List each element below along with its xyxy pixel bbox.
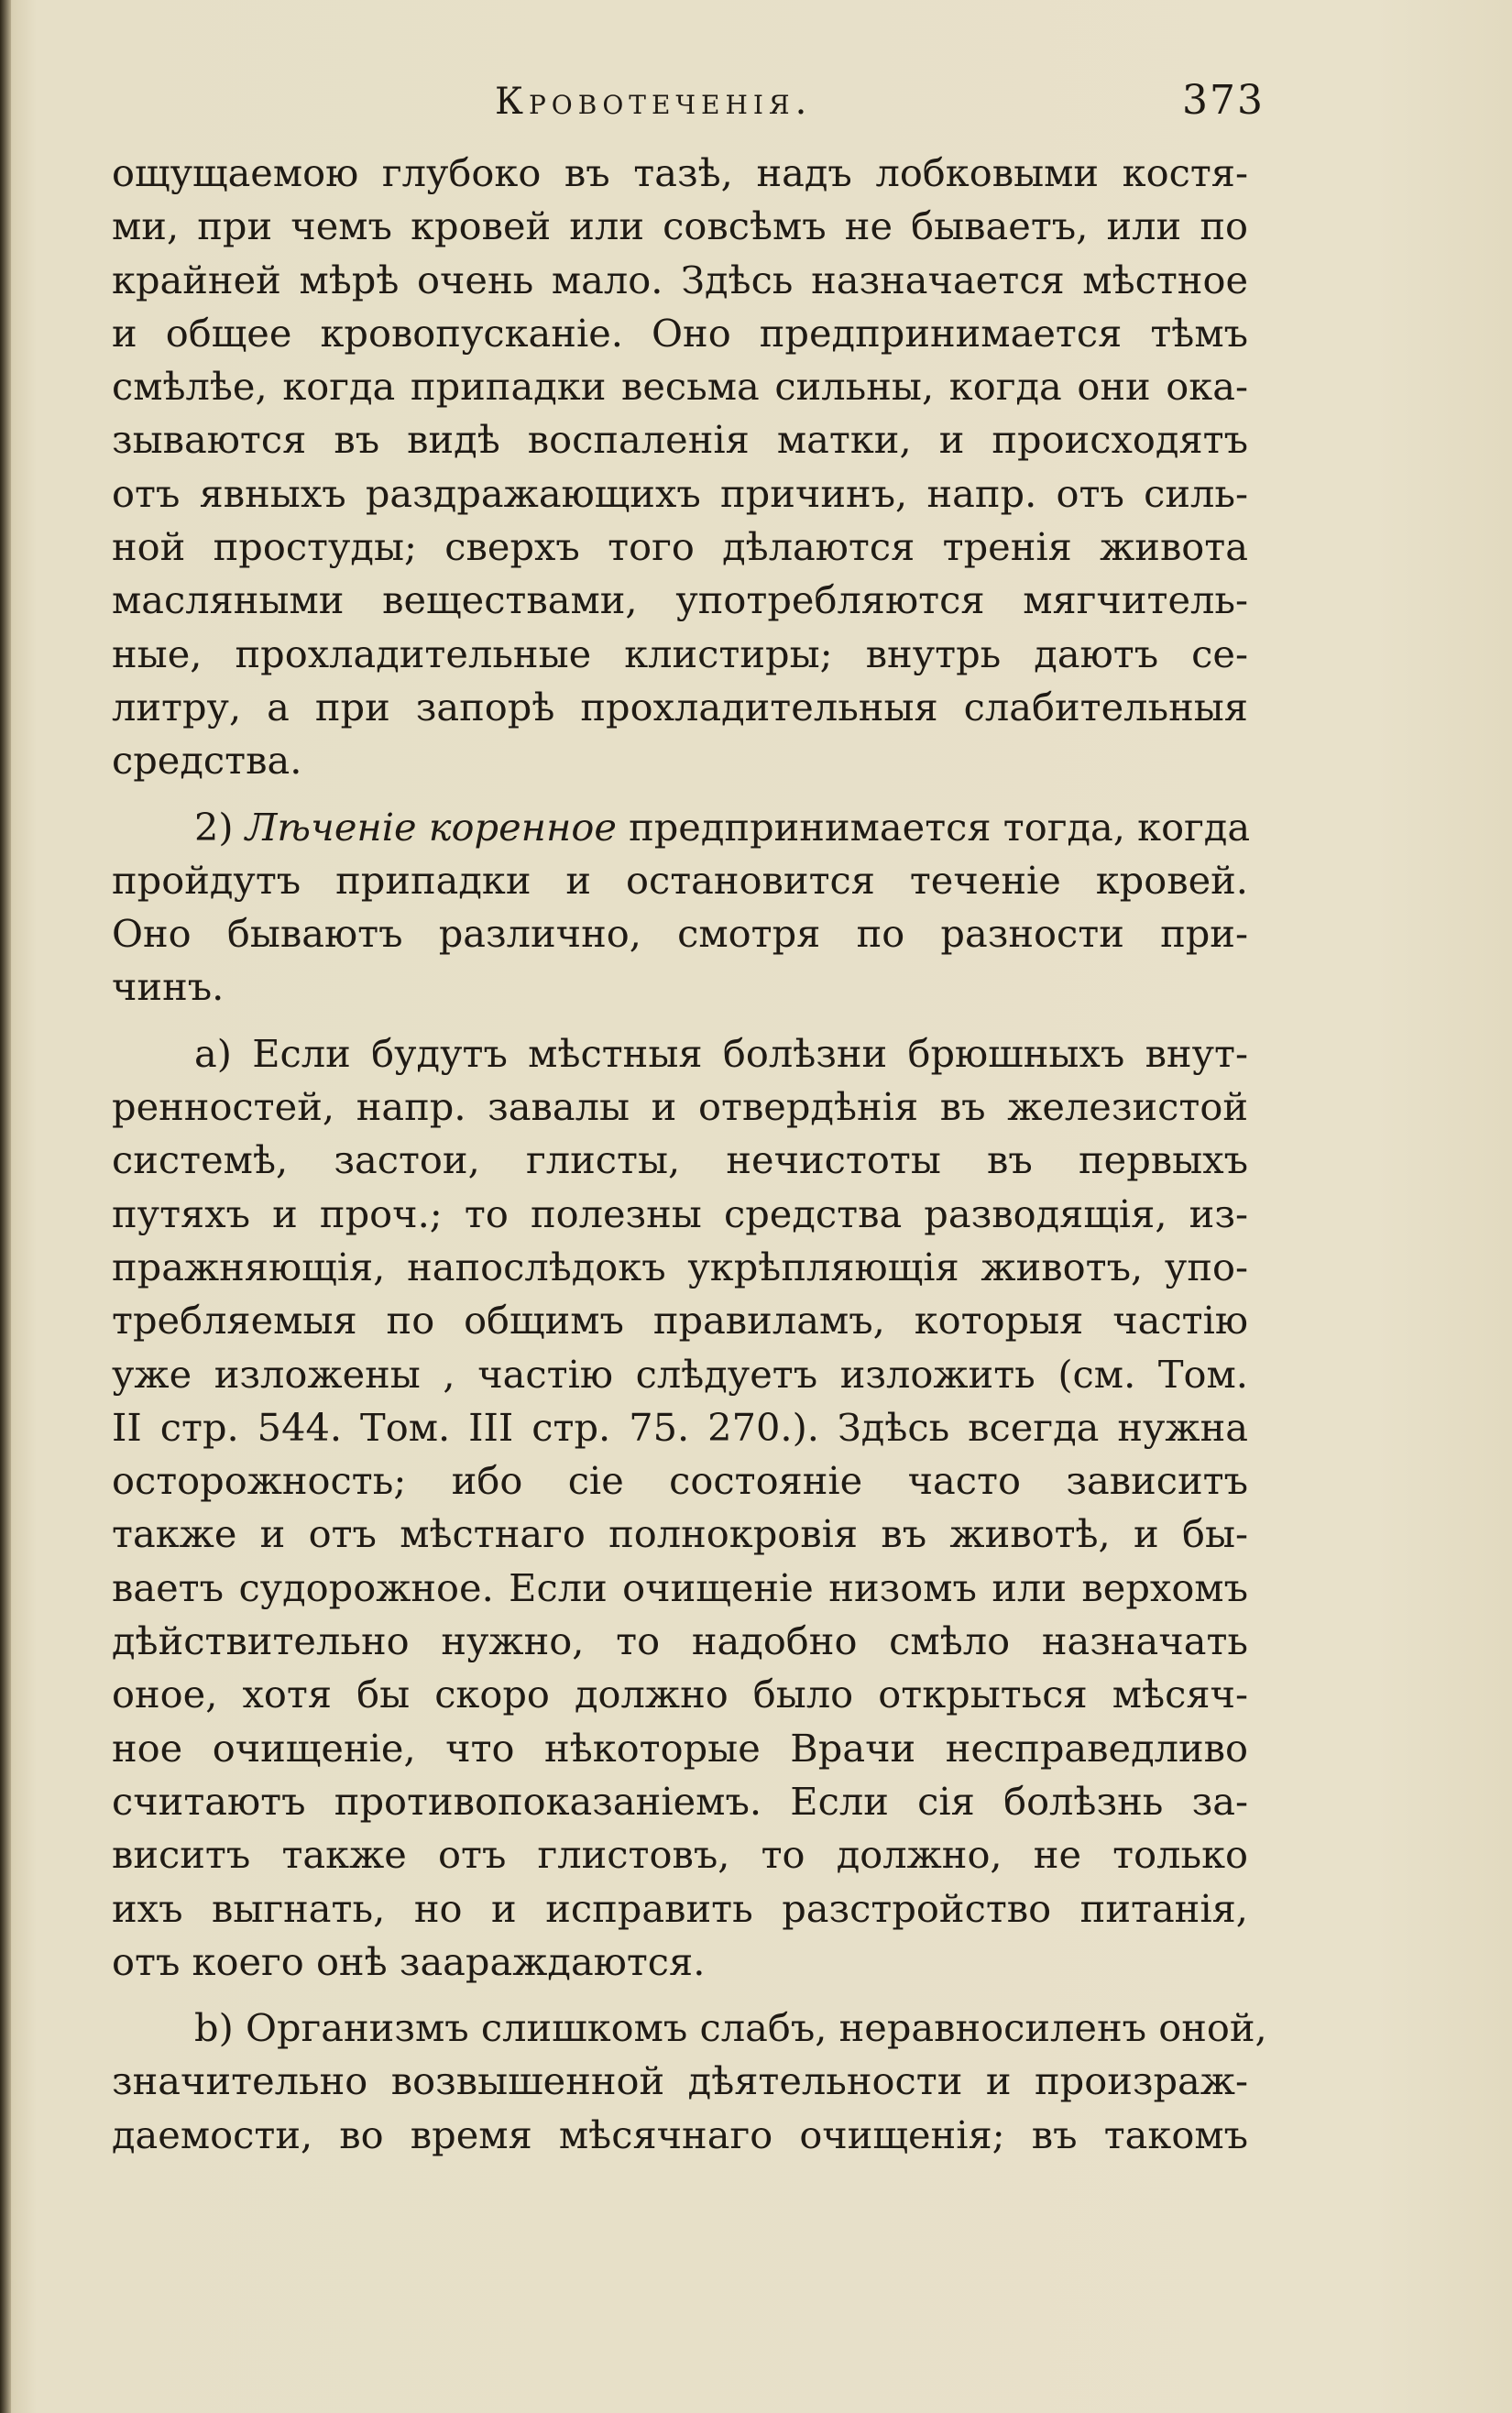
text-line: и общее кровопусканіе. Оно предпринимается тѣмъ bbox=[112, 310, 1248, 356]
text-line: также и отъ мѣстнаго полнокровія въ животѣ, и бы- bbox=[112, 1511, 1248, 1557]
text-line: II стр. 544. Том. III стр. 75. 270.). Здѣсь всегда нужна bbox=[112, 1404, 1248, 1450]
text-line: даемости, во время мѣсячнаго очищенія; въ такомъ bbox=[112, 2111, 1248, 2157]
running-title: Кровотеченія. bbox=[495, 81, 813, 123]
text-line: зываются въ видѣ воспаленія матки, и происходятъ bbox=[112, 417, 1248, 463]
book-spine-shadow bbox=[0, 0, 11, 2413]
text-line: дѣйствительно нужно, то надобно смѣло назначать bbox=[112, 1618, 1248, 1664]
text-line: осторожность; ибо сіе состояніе часто зависитъ bbox=[112, 1458, 1248, 1504]
body-text bbox=[112, 147, 1267, 2162]
text-line: масляными веществами, употребляются мягчитель- bbox=[112, 577, 1248, 623]
text-line bbox=[112, 801, 1251, 854]
text-line: a) Если будутъ мѣстныя болѣзни брюшныхъ внут- bbox=[194, 1030, 1248, 1076]
text-line: средства. bbox=[112, 738, 302, 784]
section-number: 2) bbox=[194, 804, 246, 850]
text-line: ваетъ судорожное. Если очищеніе низомъ или верхомъ bbox=[112, 1564, 1248, 1610]
text-line: требляемыя по общимъ правиламъ, которыя частію bbox=[112, 1298, 1248, 1344]
paragraph-3 bbox=[112, 1027, 1248, 1989]
text-line: считаютъ противопоказаніемъ. Если сія болѣзнь за- bbox=[112, 1778, 1248, 1824]
text-line: значительно возвышенной дѣятельности и произраж- bbox=[112, 2058, 1248, 2104]
text-line: пройдутъ припадки и остановится теченіе кровей. bbox=[112, 857, 1248, 903]
text-line: ное очищеніе, что нѣкоторые Врачи несправедливо bbox=[112, 1725, 1248, 1771]
text-line: системѣ, застои, глисты, нечистоты въ первыхъ bbox=[112, 1137, 1248, 1183]
text-line: уже изложены , частію слѣдуетъ изложить (см. Том. bbox=[112, 1351, 1248, 1397]
page-number: 373 bbox=[1182, 77, 1265, 124]
text-line: пражняющія, напослѣдокъ укрѣпляющія животъ, упо- bbox=[112, 1244, 1248, 1289]
text-line: литру, а при запорѣ прохладительныя слабительныя bbox=[112, 684, 1248, 729]
paragraph-2 bbox=[112, 801, 1251, 1015]
text-line: виситъ также отъ глистовъ, то должно, не только bbox=[112, 1832, 1248, 1878]
text-line: Оно бываютъ различно, смотря по разности при- bbox=[112, 911, 1248, 957]
section-heading-italic: Лѣченіе коренное bbox=[245, 804, 617, 850]
text-line: путяхъ и проч.; то полезны средства разводящія, из- bbox=[112, 1190, 1248, 1236]
text-line: ихъ выгнать, но и исправить разстройство питанія, bbox=[112, 1885, 1248, 1931]
page-header bbox=[110, 77, 1265, 136]
text-line: смѣлѣе, когда припадки весьма сильны, когда они ока- bbox=[112, 364, 1248, 410]
text-line: оное, хотя бы скоро должно было открыться мѣсяч- bbox=[112, 1672, 1248, 1717]
text-line: ми, при чемъ кровей или совсѣмъ не бываетъ, или по bbox=[112, 203, 1248, 249]
text-line: ренностей, напр. завалы и отвердѣнія въ железистой bbox=[112, 1084, 1248, 1130]
text-line: крайней мѣрѣ очень мало. Здѣсь назначается мѣстное bbox=[112, 257, 1248, 302]
text-line: ощущаемою глубоко въ тазѣ, надъ лобковыми костя- bbox=[112, 150, 1248, 195]
text-line: отъ явныхъ раздражающихъ причинъ, напр. отъ силь- bbox=[112, 470, 1248, 516]
text-line: ные, прохладительные клистиры; внутрь даютъ се- bbox=[112, 631, 1248, 676]
text-line: b) Организмъ слишкомъ слабъ, неравносиленъ оной, bbox=[194, 2005, 1267, 2051]
section-lead-text: предпринимается тогда, когда bbox=[616, 804, 1251, 850]
paragraph-4 bbox=[112, 2002, 1267, 2162]
text-line: ной простуды; сверхъ того дѣлаются тренія живота bbox=[112, 524, 1248, 570]
text-line: отъ коего онѣ заараждаются. bbox=[112, 1938, 706, 1984]
text-line: чинъ. bbox=[112, 964, 225, 1010]
paragraph-1 bbox=[112, 147, 1248, 788]
